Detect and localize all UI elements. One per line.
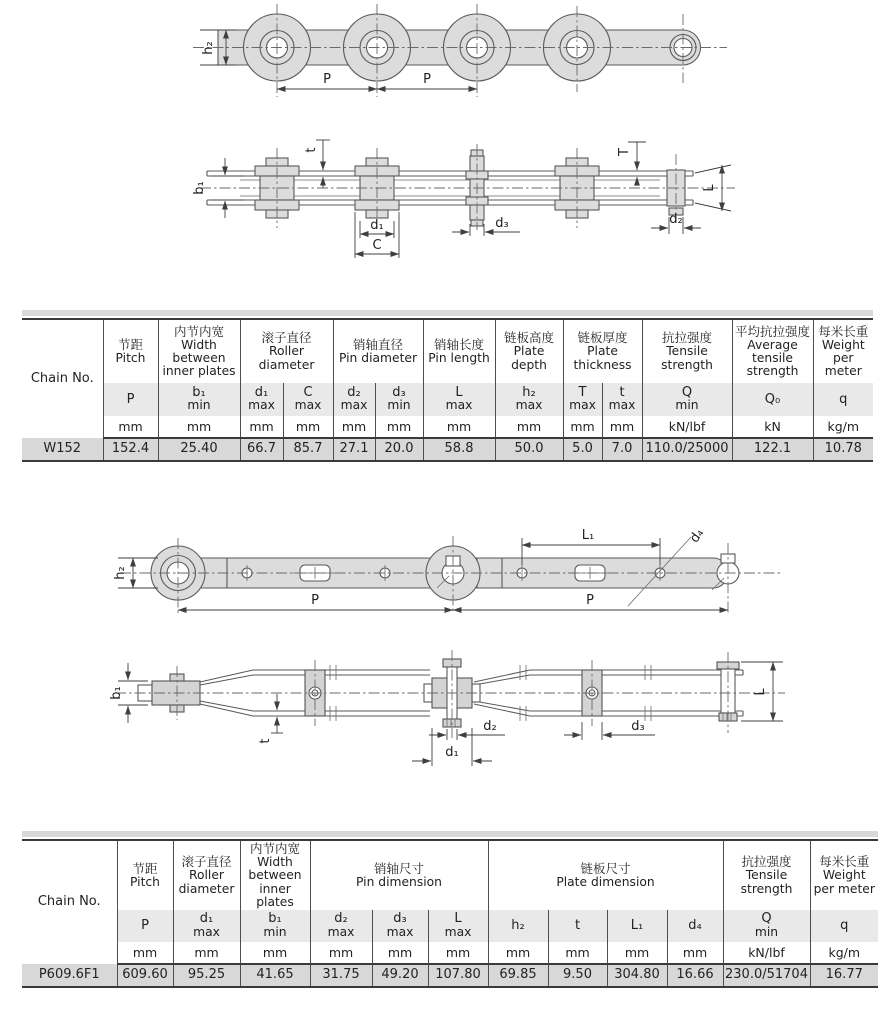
unit-cell: mm bbox=[283, 416, 333, 438]
table-top-band bbox=[22, 831, 878, 837]
group-tensile-strength: 抗拉强度 Tensile strength bbox=[723, 840, 810, 910]
sym-t: t max bbox=[602, 383, 642, 416]
header-symbol-row bbox=[22, 383, 873, 416]
unit-cell: kN/lbf bbox=[642, 416, 732, 438]
group-tensile-strength: 抗拉强度 Tensile strength bbox=[642, 319, 732, 383]
value-cell: 66.7 bbox=[240, 438, 283, 461]
value-cell: 50.0 bbox=[495, 438, 563, 461]
unit-cell: mm bbox=[563, 416, 602, 438]
chain-w152-plan-drawing bbox=[0, 0, 895, 126]
dim-b1 bbox=[192, 158, 244, 218]
value-cell: 49.20 bbox=[372, 964, 428, 987]
unit-cell: mm bbox=[173, 942, 240, 964]
dim-d3 bbox=[452, 216, 520, 236]
group-plate-dimension: 链板尺寸 Plate dimension bbox=[488, 840, 723, 910]
sym-P: P bbox=[103, 383, 158, 416]
sym-q: q bbox=[810, 910, 878, 942]
group-pin-dimension: 销轴尺寸 Pin dimension bbox=[310, 840, 488, 910]
sym-t: t bbox=[548, 910, 607, 942]
sym-q: q bbox=[813, 383, 873, 416]
dim-label-p2: P bbox=[586, 593, 594, 608]
chain-no-header-cell: Chain No. bbox=[30, 370, 94, 386]
value-cell: 69.85 bbox=[488, 964, 548, 987]
value-cell: 20.0 bbox=[375, 438, 423, 461]
unit-cell: mm bbox=[667, 942, 723, 964]
unit-cell: mm bbox=[495, 416, 563, 438]
sym-d3: d₃ min bbox=[375, 383, 423, 416]
dim-label-L: L bbox=[753, 688, 768, 696]
spec-table-w152-wrap bbox=[22, 310, 873, 462]
unit-cell: mm bbox=[310, 942, 372, 964]
dim-label-l1: L₁ bbox=[581, 528, 595, 543]
group-plate-thickness: 链板厚度 Plate thickness bbox=[563, 319, 642, 383]
unit-cell: mm bbox=[375, 416, 423, 438]
dim-label-d4: d₄ bbox=[687, 526, 708, 546]
value-cell: 95.25 bbox=[173, 964, 240, 987]
chain-no-value: P609.6F1 bbox=[22, 964, 117, 987]
dim-label-c: C bbox=[372, 238, 382, 253]
unit-cell: mm bbox=[103, 416, 158, 438]
value-cell: 609.60 bbox=[117, 964, 173, 987]
dim-t bbox=[304, 140, 330, 188]
header-symbol-row bbox=[22, 910, 878, 942]
unit-cell: mm bbox=[158, 416, 240, 438]
dim-T bbox=[617, 142, 646, 186]
sym-h2: h₂ bbox=[488, 910, 548, 942]
value-cell: 58.8 bbox=[423, 438, 495, 461]
header-name-row bbox=[22, 840, 878, 910]
dim-label-p2: P bbox=[423, 72, 431, 87]
chain-p609-side-drawing bbox=[0, 638, 895, 790]
dim-label-t: t bbox=[258, 738, 273, 744]
dim-label-h2: h₂ bbox=[201, 41, 216, 55]
sym-C: C max bbox=[283, 383, 333, 416]
unit-cell: mm bbox=[423, 416, 495, 438]
unit-cell: mm bbox=[488, 942, 548, 964]
sym-b1: b₁ min bbox=[158, 383, 240, 416]
data-row-w152 bbox=[22, 438, 873, 461]
unit-cell: mm bbox=[372, 942, 428, 964]
unit-cell: mm bbox=[607, 942, 667, 964]
unit-cell: mm bbox=[117, 942, 173, 964]
sym-T: T max bbox=[563, 383, 602, 416]
header-unit-row bbox=[22, 416, 873, 438]
value-cell: 5.0 bbox=[563, 438, 602, 461]
value-cell: 107.80 bbox=[428, 964, 488, 987]
value-cell: 122.1 bbox=[732, 438, 813, 461]
value-cell: 7.0 bbox=[602, 438, 642, 461]
sym-d3: d₃ max bbox=[372, 910, 428, 942]
value-cell: 10.78 bbox=[813, 438, 873, 461]
sym-h2: h₂ max bbox=[495, 383, 563, 416]
value-cell: 152.4 bbox=[103, 438, 158, 461]
group-pin-length: 销轴长度 Pin length bbox=[423, 319, 495, 383]
dim-label-p1: P bbox=[323, 72, 331, 87]
value-cell: 31.75 bbox=[310, 964, 372, 987]
sym-d4: d₄ bbox=[667, 910, 723, 942]
spec-table-p609-wrap bbox=[22, 831, 878, 988]
dim-label-d2: d₂ bbox=[483, 719, 497, 734]
dim-label-t: t bbox=[304, 147, 319, 153]
dim-d1 bbox=[360, 218, 394, 238]
sym-Q: Q min bbox=[723, 910, 810, 942]
dim-d2 bbox=[651, 212, 701, 234]
unit-cell: kg/m bbox=[810, 942, 878, 964]
sym-L: L max bbox=[423, 383, 495, 416]
dim-label-d1: d₁ bbox=[370, 218, 384, 233]
chain-no-value: W152 bbox=[22, 438, 103, 461]
dim-label-b1: b₁ bbox=[192, 181, 207, 195]
dim-label-L: L bbox=[702, 184, 717, 192]
sym-L: L max bbox=[428, 910, 488, 942]
value-cell: 85.7 bbox=[283, 438, 333, 461]
group-roller-diameter: 滚子直径 Roller diameter bbox=[240, 319, 333, 383]
group-weight-per-meter: 每米长重 Weight per meter bbox=[813, 319, 873, 383]
dim-label-T: T bbox=[617, 148, 632, 156]
sym-d1: d₁ max bbox=[240, 383, 283, 416]
value-cell: 9.50 bbox=[548, 964, 607, 987]
dim-label-d2: d₂ bbox=[669, 212, 683, 227]
sym-b1: b₁ min bbox=[240, 910, 310, 942]
dim-label-d1: d₁ bbox=[445, 745, 459, 760]
value-cell: 16.66 bbox=[667, 964, 723, 987]
unit-cell: mm bbox=[548, 942, 607, 964]
dim-L bbox=[695, 165, 731, 211]
value-cell: 230.0/51704 bbox=[723, 964, 810, 987]
dim-label-d3: d₃ bbox=[631, 719, 645, 734]
value-cell: 16.77 bbox=[810, 964, 878, 987]
dim-d3 bbox=[564, 719, 655, 740]
group-avg-tensile-strength: 平均抗拉强度 Average tensile strength bbox=[732, 319, 813, 383]
spec-table-p609 bbox=[22, 839, 878, 988]
unit-cell: kN bbox=[732, 416, 813, 438]
unit-cell: mm bbox=[240, 942, 310, 964]
spec-table-w152 bbox=[22, 318, 873, 462]
dim-label-p1: P bbox=[311, 593, 319, 608]
group-pin-diameter: 销轴直径 Pin diameter bbox=[333, 319, 423, 383]
unit-cell: mm bbox=[333, 416, 375, 438]
value-cell: 27.1 bbox=[333, 438, 375, 461]
group-weight-per-meter: 每米长重 Weight per meter bbox=[810, 840, 878, 910]
header-unit-row bbox=[22, 942, 878, 964]
unit-cell: mm bbox=[602, 416, 642, 438]
value-cell: 41.65 bbox=[240, 964, 310, 987]
dim-L bbox=[741, 662, 783, 721]
group-plate-depth: 链板高度 Plate depth bbox=[495, 319, 563, 383]
sym-L1: L₁ bbox=[607, 910, 667, 942]
group-width: 内节内宽 Width between inner plates bbox=[158, 319, 240, 383]
unit-cell: kN/lbf bbox=[723, 942, 810, 964]
sym-d2: d₂ max bbox=[310, 910, 372, 942]
group-roller-diameter: 滚子直径 Roller diameter bbox=[173, 840, 240, 910]
sym-P: P bbox=[117, 910, 173, 942]
header-name-row bbox=[22, 319, 873, 383]
value-cell: 304.80 bbox=[607, 964, 667, 987]
unit-cell: kg/m bbox=[813, 416, 873, 438]
sym-d2: d₂ max bbox=[333, 383, 375, 416]
chain-no-header-cell: Chain No. bbox=[37, 894, 101, 910]
unit-cell: mm bbox=[428, 942, 488, 964]
value-cell: 25.40 bbox=[158, 438, 240, 461]
unit-cell: mm bbox=[240, 416, 283, 438]
group-pitch: 节距 Pitch bbox=[103, 319, 158, 383]
chain-w152-side-drawing bbox=[0, 128, 895, 278]
dim-label-h2: h₂ bbox=[113, 566, 128, 580]
dim-d2 bbox=[429, 719, 505, 740]
sym-d1: d₁ max bbox=[173, 910, 240, 942]
sym-Q: Q min bbox=[642, 383, 732, 416]
dim-label-b1: b₁ bbox=[109, 686, 124, 700]
sym-Q0: Q₀ bbox=[732, 383, 813, 416]
dim-label-d3: d₃ bbox=[495, 216, 509, 231]
group-pitch: 节距 Pitch bbox=[117, 840, 173, 910]
chain-p609-plan-drawing bbox=[0, 518, 895, 638]
value-cell: 110.0/25000 bbox=[642, 438, 732, 461]
group-width: 内节内宽 Width between inner plates bbox=[240, 840, 310, 910]
dim-t bbox=[258, 694, 283, 744]
data-row-p609 bbox=[22, 964, 878, 987]
table-top-band bbox=[22, 310, 873, 316]
